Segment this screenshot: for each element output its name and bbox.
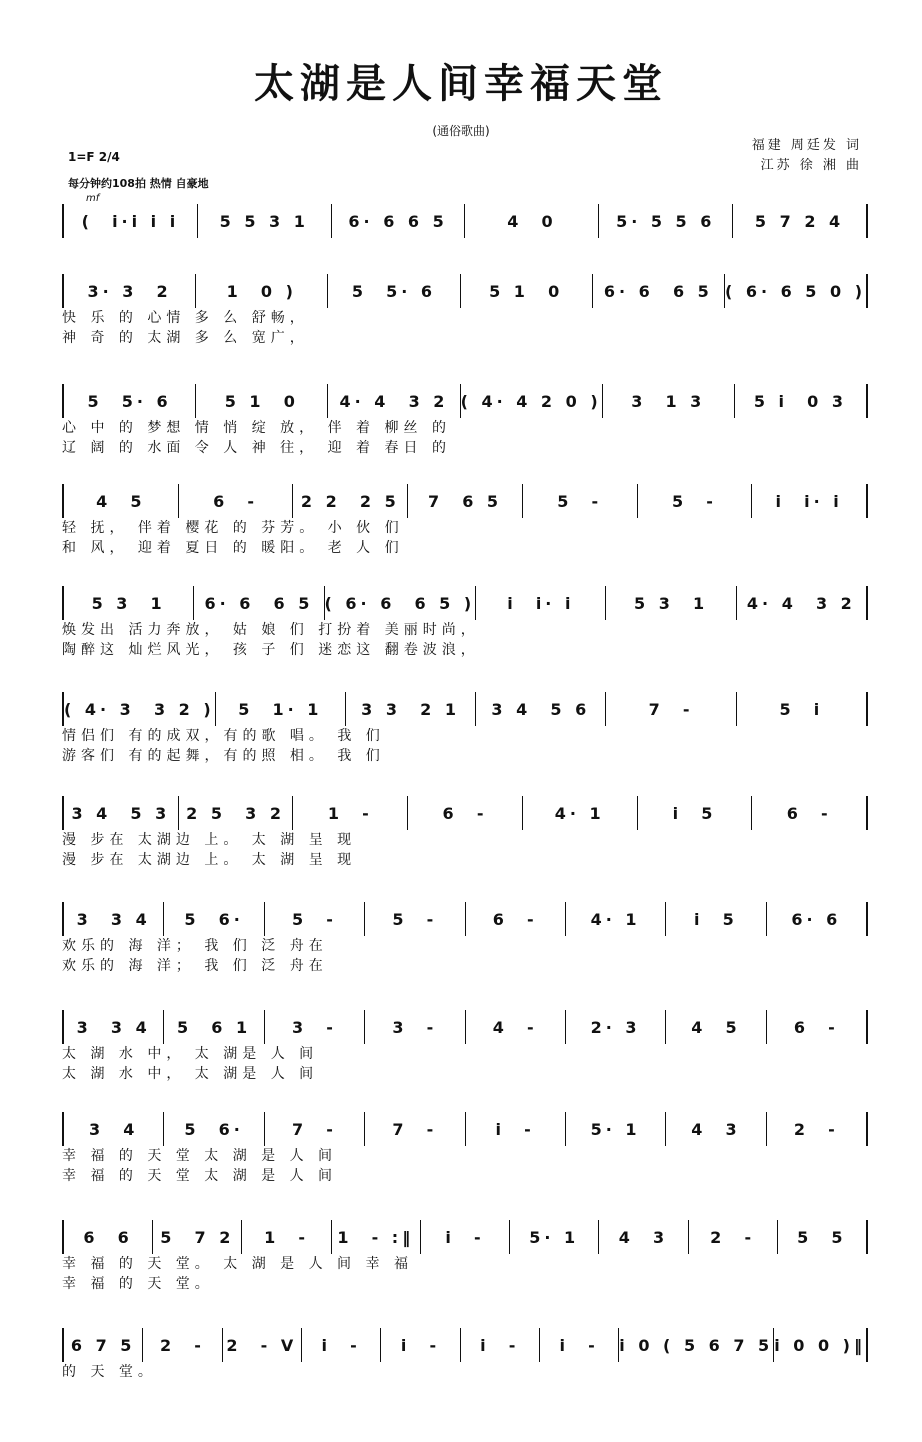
measure-notes: 3 3 4 xyxy=(76,909,151,929)
lyrics-verse-2: 和 风， 迎着 夏日 的 暖阳。 老 人 们 xyxy=(62,540,404,556)
measure-notes: 5 5 xyxy=(797,1227,847,1247)
notation-line xyxy=(62,384,868,418)
measure-notes: 6 6 xyxy=(83,1227,133,1247)
measure-notes: 5 - xyxy=(392,909,438,929)
notation-line xyxy=(62,204,868,238)
measure xyxy=(381,1328,460,1362)
music-system xyxy=(62,692,868,766)
measure xyxy=(666,1112,766,1146)
notation-line xyxy=(62,1112,868,1146)
measure xyxy=(476,692,606,726)
measure-notes: 2 - V xyxy=(226,1335,298,1355)
lyrics-verse-1: 幸 福 的 天 堂 太 湖 是 人 间 xyxy=(62,1148,338,1164)
notation-line xyxy=(62,1010,868,1044)
measure xyxy=(64,1112,164,1146)
measure-notes: 3 - xyxy=(291,1017,337,1037)
measure xyxy=(603,384,735,418)
measure xyxy=(153,1220,242,1254)
notation-line xyxy=(62,1220,868,1254)
measure-notes: 5· 1 xyxy=(590,1119,641,1139)
measure-notes: 5 3 1 xyxy=(91,593,166,613)
measure xyxy=(606,692,736,726)
measure xyxy=(466,1112,566,1146)
measure xyxy=(465,204,599,238)
lyrics-verse-1: 的 天 堂。 xyxy=(62,1364,157,1380)
music-system xyxy=(62,484,868,558)
measure xyxy=(325,586,477,620)
measure xyxy=(767,1010,866,1044)
measure-notes: 4 3 xyxy=(691,1119,741,1139)
measure-notes: 5· 5 5 6 xyxy=(616,211,716,231)
lyrics-verse-2: 辽 阔 的 水面 令 人 神 往， 迎 着 春日 的 xyxy=(62,440,451,456)
music-system xyxy=(62,1328,868,1402)
measure xyxy=(143,1328,222,1362)
measure-notes: i 5 xyxy=(672,803,717,823)
measure xyxy=(725,274,866,308)
measure-notes: 6 - xyxy=(442,803,488,823)
measure xyxy=(466,902,566,936)
music-system xyxy=(62,1112,868,1186)
measure-notes: 5 i 0 3 xyxy=(753,391,848,411)
measure xyxy=(265,902,365,936)
music-system xyxy=(62,586,868,660)
lyrics-verse-1: 轻 抚， 伴着 樱花 的 芬芳。 小 伙 们 xyxy=(62,520,404,536)
measure xyxy=(599,204,733,238)
lyricist-credit: 福建 周廷发 词 xyxy=(751,138,862,153)
measure xyxy=(778,1220,866,1254)
measure-notes: i 0 ( 5 6 7 5 xyxy=(619,1335,774,1355)
measure xyxy=(64,1010,164,1044)
measure xyxy=(752,484,866,518)
measure xyxy=(523,484,638,518)
measure xyxy=(64,1328,143,1362)
measure xyxy=(476,586,606,620)
lyrics-verse-2: 欢乐的 海 洋； 我 们 泛 舟在 xyxy=(62,958,328,974)
measure xyxy=(64,796,179,830)
measure-notes: 6 - xyxy=(793,1017,839,1037)
notation-line xyxy=(62,274,868,308)
measure xyxy=(242,1220,331,1254)
measure xyxy=(619,1328,774,1362)
notation-line xyxy=(62,796,868,830)
measure xyxy=(461,274,593,308)
measure xyxy=(179,484,294,518)
measure xyxy=(566,1112,666,1146)
lyrics-verse-2: 游客们 有的起舞，有的照 相。 我 们 xyxy=(62,748,385,764)
measure-notes: 2 - xyxy=(160,1335,205,1355)
measure-notes: 6· 6 6 5 xyxy=(603,281,713,301)
lyrics-verse-2: 神 奇 的 太湖 多 么 宽广， xyxy=(62,330,309,346)
measure-notes: ( 6· 6 5 0 ) xyxy=(724,281,867,301)
measure-notes: 7 - xyxy=(291,1119,337,1139)
measure xyxy=(737,586,866,620)
measure-notes: 2· 3 xyxy=(590,1017,641,1037)
lyrics-verse-1: 欢乐的 海 洋； 我 们 泛 舟在 xyxy=(62,938,328,954)
tempo-marking: 每分钟约108拍 热情 自豪地 xyxy=(68,177,209,190)
measure-notes: 5 7 2 4 xyxy=(754,211,845,231)
measure-notes: i - xyxy=(445,1227,485,1247)
music-system xyxy=(62,204,868,278)
measure xyxy=(64,484,179,518)
measure-notes: i - xyxy=(559,1335,599,1355)
measure xyxy=(638,796,753,830)
measure xyxy=(328,384,460,418)
measure-notes: 7 - xyxy=(648,699,694,719)
measure-notes: 5 6· xyxy=(184,1119,244,1139)
measure xyxy=(64,384,196,418)
composer-credit: 江苏 徐 湘 曲 xyxy=(760,158,862,173)
measure-notes: 4· 4 3 2 xyxy=(746,593,856,613)
measure xyxy=(666,902,766,936)
measure xyxy=(599,1220,688,1254)
lyrics-verse-2 xyxy=(62,1382,868,1402)
measure-notes: 6 7 5 xyxy=(70,1335,136,1355)
measure xyxy=(365,1112,465,1146)
measure-notes: 6· 6 xyxy=(791,909,842,929)
measure xyxy=(64,204,198,238)
measure-notes: 5 1 0 xyxy=(489,281,564,301)
measure-notes: 2 5 3 2 xyxy=(186,803,285,823)
measure-notes: 6· 6 6 5 xyxy=(204,593,314,613)
measure-notes: 6· 6 6 5 xyxy=(348,211,448,231)
measure xyxy=(510,1220,599,1254)
measure xyxy=(737,692,866,726)
lyrics-verse-2: 漫 步在 太湖边 上。 太 湖 呈 现 xyxy=(62,852,357,868)
measure-notes: 3 1 3 xyxy=(631,391,706,411)
measure-notes: 5 3 1 xyxy=(634,593,709,613)
lyrics-verse-1: 心 中 的 梦想 情 悄 绽 放， 伴 着 柳丝 的 xyxy=(62,420,451,436)
measure xyxy=(408,484,523,518)
measure xyxy=(164,902,264,936)
lyrics-verse-1: 快 乐 的 心情 多 么 舒畅， xyxy=(62,310,309,326)
music-system xyxy=(62,1010,868,1084)
measure xyxy=(461,1328,540,1362)
measure-notes: i - xyxy=(321,1335,361,1355)
measure-notes: 4 5 xyxy=(691,1017,741,1037)
notation-line xyxy=(62,484,868,518)
measure-notes: 3 - xyxy=(392,1017,438,1037)
measure-notes: 5 - xyxy=(557,491,603,511)
measure xyxy=(302,1328,381,1362)
measure xyxy=(194,586,324,620)
measure-notes: 4 5 xyxy=(96,491,146,511)
lyrics-verse-1: 漫 步在 太湖边 上。 太 湖 呈 现 xyxy=(62,832,357,848)
measure-notes: i - xyxy=(480,1335,520,1355)
measure-notes: 7 - xyxy=(392,1119,438,1139)
notation-line xyxy=(62,902,868,936)
measure-notes: 6 - xyxy=(213,491,259,511)
music-system xyxy=(62,796,868,870)
measure xyxy=(346,692,476,726)
measure xyxy=(328,274,460,308)
measure-notes: i - xyxy=(400,1335,441,1355)
measure xyxy=(735,384,866,418)
measure xyxy=(64,586,194,620)
measure xyxy=(421,1220,510,1254)
measure-notes: 5 7 2 xyxy=(160,1227,235,1247)
key-signature: 1=F 2/4 xyxy=(68,150,120,164)
measure xyxy=(540,1328,619,1362)
measure-notes: 3 3 2 1 xyxy=(361,699,460,719)
measure xyxy=(179,796,294,830)
notation-line xyxy=(62,1328,868,1362)
measure-notes: ( 6· 6 6 5 ) xyxy=(324,593,476,613)
song-title: 太湖是人间幸福天堂 xyxy=(254,60,668,107)
measure xyxy=(216,692,346,726)
measure xyxy=(408,796,523,830)
measure xyxy=(523,796,638,830)
measure xyxy=(64,1220,153,1254)
measure-notes: i - xyxy=(495,1119,535,1139)
measure xyxy=(293,484,408,518)
measure-notes: 1 - :‖ xyxy=(337,1227,415,1247)
measure-notes: 4· 4 3 2 xyxy=(339,391,449,411)
measure-notes: 1 - xyxy=(327,803,373,823)
measure-notes: i i· i xyxy=(507,593,575,613)
measure-notes: 2 - xyxy=(793,1119,839,1139)
measure xyxy=(767,902,866,936)
measure-notes: 4 0 xyxy=(507,211,557,231)
measure xyxy=(566,902,666,936)
measure-notes: i 5 xyxy=(694,909,738,929)
measure-notes: 6 - xyxy=(492,909,538,929)
measure xyxy=(365,902,465,936)
measure-notes: 3 3 4 xyxy=(76,1017,151,1037)
notation-line xyxy=(62,586,868,620)
measure-notes: 3 4 5 6 xyxy=(491,699,591,719)
measure-notes: 1 0 ) xyxy=(226,281,297,301)
measure xyxy=(64,274,196,308)
measure-notes: 2 2 2 5 xyxy=(300,491,400,511)
measure-notes: 3 4 5 3 xyxy=(71,803,171,823)
dynamic-marking: mf xyxy=(86,193,100,204)
measure-notes: 6 - xyxy=(786,803,832,823)
measure-notes: 5 1 0 xyxy=(224,391,299,411)
credits xyxy=(752,136,862,176)
music-system xyxy=(62,274,868,348)
measure xyxy=(566,1010,666,1044)
measure xyxy=(196,384,328,418)
measure-notes: 5 i xyxy=(779,699,824,719)
measure xyxy=(223,1328,302,1362)
measure xyxy=(752,796,866,830)
measure-notes: ( 4· 3 3 2 ) xyxy=(64,699,215,719)
measure-notes: ( i·i i i xyxy=(81,211,180,231)
measure xyxy=(689,1220,778,1254)
measure xyxy=(64,692,216,726)
measure xyxy=(666,1010,766,1044)
measure xyxy=(164,1010,264,1044)
lyrics-verse-1: 太 湖 水 中， 太 湖是 人 间 xyxy=(62,1046,319,1062)
measure xyxy=(593,274,725,308)
measure-notes: 5 6· xyxy=(184,909,244,929)
measure xyxy=(265,1010,365,1044)
measure-notes: i 0 0 )‖ xyxy=(774,1335,866,1355)
measure xyxy=(332,204,466,238)
lyrics-verse-1: 幸 福 的 天 堂。 太 湖 是 人 间 幸 福 xyxy=(62,1256,413,1272)
measure xyxy=(767,1112,866,1146)
measure-notes: i i· i xyxy=(775,491,843,511)
measure-notes: ( 4· 4 2 0 ) xyxy=(460,391,602,411)
measure-notes: 5· 1 xyxy=(529,1227,580,1247)
measure xyxy=(733,204,866,238)
measure xyxy=(466,1010,566,1044)
measure xyxy=(461,384,603,418)
lyrics-verse-1: 焕发出 活力奔放， 姑 娘 们 打扮着 美丽时尚， xyxy=(62,622,480,638)
measure xyxy=(196,274,328,308)
measure-notes: 4 3 xyxy=(618,1227,669,1247)
measure xyxy=(293,796,408,830)
music-system xyxy=(62,384,868,458)
music-system xyxy=(62,1220,868,1294)
measure-notes: 5 5 3 1 xyxy=(219,211,309,231)
measure-notes: 5 6 1 xyxy=(177,1017,252,1037)
lyrics-verse-2: 幸 福 的 天 堂。 xyxy=(62,1276,214,1292)
measure xyxy=(774,1328,866,1362)
measure xyxy=(164,1112,264,1146)
lyrics-verse-1: 情侣们 有的成双，有的歌 唱。 我 们 xyxy=(62,728,385,744)
measure-notes: 5 1· 1 xyxy=(238,699,323,719)
lyrics-verse-2: 幸 福 的 天 堂 太 湖 是 人 间 xyxy=(62,1168,338,1184)
measure-notes: 5 - xyxy=(291,909,337,929)
song-genre: (通俗歌曲) xyxy=(432,124,490,138)
measure xyxy=(265,1112,365,1146)
measure-notes: 3 4 xyxy=(88,1119,139,1139)
lyrics-verse-1 xyxy=(62,238,868,258)
lyrics-verse-2: 太 湖 水 中， 太 湖是 人 间 xyxy=(62,1066,319,1082)
measure-notes: 5 5· 6 xyxy=(351,281,437,301)
measure xyxy=(606,586,736,620)
measure-notes: 4· 1 xyxy=(554,803,605,823)
measure-notes: 7 6 5 xyxy=(427,491,503,511)
music-system xyxy=(62,902,868,976)
lyrics-verse-2: 陶醉这 灿烂风光， 孩 子 们 迷恋这 翻卷波浪， xyxy=(62,642,480,658)
measure xyxy=(332,1220,421,1254)
measure-notes: 5 5· 6 xyxy=(87,391,172,411)
measure xyxy=(198,204,332,238)
measure xyxy=(365,1010,465,1044)
measure-notes: 3· 3 2 xyxy=(87,281,172,301)
measure-notes: 4 - xyxy=(492,1017,538,1037)
measure-notes: 2 - xyxy=(710,1227,756,1247)
measure-notes: 1 - xyxy=(264,1227,309,1247)
measure xyxy=(638,484,753,518)
measure-notes: 5 - xyxy=(671,491,717,511)
measure-notes: 4· 1 xyxy=(590,909,641,929)
measure xyxy=(64,902,164,936)
notation-line xyxy=(62,692,868,726)
